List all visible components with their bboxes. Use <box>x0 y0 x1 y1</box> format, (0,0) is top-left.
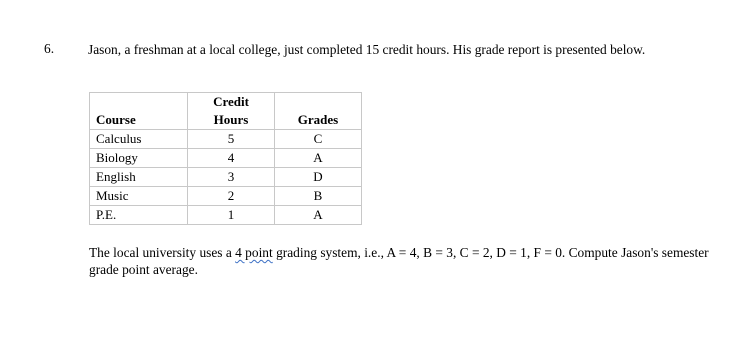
followup-text-after: grading system, i.e., A = 4, B = 3, C = 2, D = 1, F = 0. Compute Jason's semester grade point average. <box>89 245 709 277</box>
cell-credit: 5 <box>188 130 275 149</box>
cell-credit: 3 <box>188 168 275 187</box>
table-row <box>90 187 362 206</box>
table-row <box>90 149 362 168</box>
table-row <box>90 206 362 225</box>
question-intro: Jason, a freshman at a local college, just completed 15 credit hours. His grade report is presented below. <box>88 42 646 57</box>
cell-course: Biology <box>90 149 188 168</box>
followup-paragraph <box>89 244 719 278</box>
cell-grade: D <box>275 168 362 187</box>
cell-credit: 2 <box>188 187 275 206</box>
header-credit-line2: Hours <box>213 112 249 127</box>
cell-grade: B <box>275 187 362 206</box>
header-credit-hours <box>188 93 275 130</box>
question-number: 6. <box>44 41 55 56</box>
spellcheck-flagged-text[interactable]: 4 point <box>235 245 273 260</box>
cell-grade: C <box>275 130 362 149</box>
cell-course: English <box>90 168 188 187</box>
header-course: Course <box>90 93 188 130</box>
header-grades: Grades <box>275 93 362 130</box>
table-header-row <box>90 93 362 130</box>
cell-course: Music <box>90 187 188 206</box>
table-row <box>90 168 362 187</box>
table-row <box>90 130 362 149</box>
cell-credit: 4 <box>188 149 275 168</box>
followup-text-before: The local university uses a <box>89 245 236 260</box>
cell-course: Calculus <box>90 130 188 149</box>
grade-report-table <box>89 92 362 225</box>
cell-grade: A <box>275 149 362 168</box>
cell-credit: 1 <box>188 206 275 225</box>
cell-grade: A <box>275 206 362 225</box>
cell-course: P.E. <box>90 206 188 225</box>
header-credit-line1: Credit <box>213 94 249 109</box>
